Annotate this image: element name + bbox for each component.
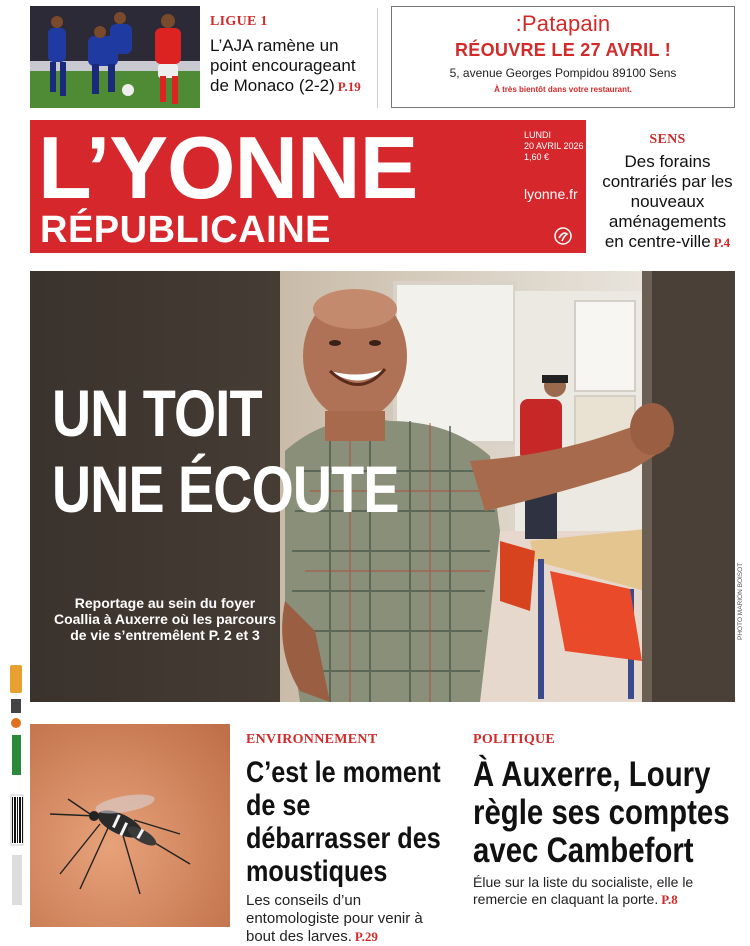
issue-day: LUNDI bbox=[524, 130, 552, 140]
politics-story[interactable] bbox=[473, 732, 735, 908]
politics-kicker: POLITIQUE bbox=[473, 732, 556, 747]
environment-deck: Les conseils d’un entomologiste pour venir à bout des larves. P.29 bbox=[246, 892, 423, 945]
masthead-title: L’YONNE bbox=[38, 118, 418, 217]
sport-kicker: LIGUE 1 bbox=[210, 14, 268, 29]
sens-teaser[interactable] bbox=[600, 132, 735, 253]
sport-photo bbox=[30, 6, 200, 108]
page-ref: P.4 bbox=[713, 235, 731, 250]
ad-brand: :Patapain bbox=[515, 11, 611, 36]
masthead[interactable] bbox=[30, 120, 586, 253]
environment-kicker: ENVIRONNEMENT bbox=[246, 732, 378, 747]
page-ref: P.29 bbox=[354, 929, 378, 944]
divider bbox=[377, 8, 378, 108]
masthead-subtitle: RÉPUBLICAINE bbox=[40, 209, 332, 251]
advertisement[interactable] bbox=[391, 6, 735, 108]
group-logo-icon bbox=[554, 227, 572, 245]
hero-deck: Reportage au sein du foyer Coallia à Auxerre où les parcours de vie s’entremêlent P. 2 et 3 bbox=[53, 595, 276, 643]
issue-date bbox=[524, 130, 584, 163]
sens-teaser-text: Des forains contrariés par les nouveaux aménagements en centre-ville P.4 bbox=[602, 152, 733, 251]
environment-headline: C’est le moment de se débarrasser des moustiques bbox=[246, 756, 441, 888]
ad-headline: RÉOUVRE LE 27 AVRIL ! bbox=[454, 40, 671, 60]
politics-headline: À Auxerre, Loury règle ses comptes avec Cambefort bbox=[473, 755, 730, 870]
politics-deck: Élue sur la liste du socialiste, elle le remercie en claquant la porte. P.8 bbox=[473, 874, 694, 907]
sport-teaser-text: L’AJA ramène un point encourageant de Monaco (2-2) P.19 bbox=[210, 36, 361, 95]
page-ref: P.19 bbox=[337, 79, 361, 94]
mosquito-photo[interactable] bbox=[30, 724, 230, 927]
photo-credit: PHOTO MARION BOISOT bbox=[737, 562, 744, 640]
issue-price: 1,60 € bbox=[524, 152, 550, 162]
barcode-strip bbox=[8, 665, 26, 927]
page-ref: P.8 bbox=[661, 892, 678, 907]
hero-headline[interactable] bbox=[52, 375, 399, 527]
environment-story[interactable] bbox=[246, 732, 456, 946]
ad-address: 5, avenue Georges Pompidou 89100 Sens bbox=[449, 66, 677, 80]
hero-headline-line1: UN TOIT bbox=[52, 376, 262, 450]
ad-note: À très bientôt dans votre restaurant. bbox=[494, 85, 632, 94]
website-link[interactable]: lyonne.fr bbox=[524, 186, 578, 202]
sport-teaser[interactable] bbox=[210, 14, 370, 97]
hero-headline-line2: UNE ÉCOUTE bbox=[52, 452, 399, 526]
issue-date-text: 20 AVRIL 2026 bbox=[524, 141, 584, 151]
sens-kicker: SENS bbox=[649, 132, 686, 147]
